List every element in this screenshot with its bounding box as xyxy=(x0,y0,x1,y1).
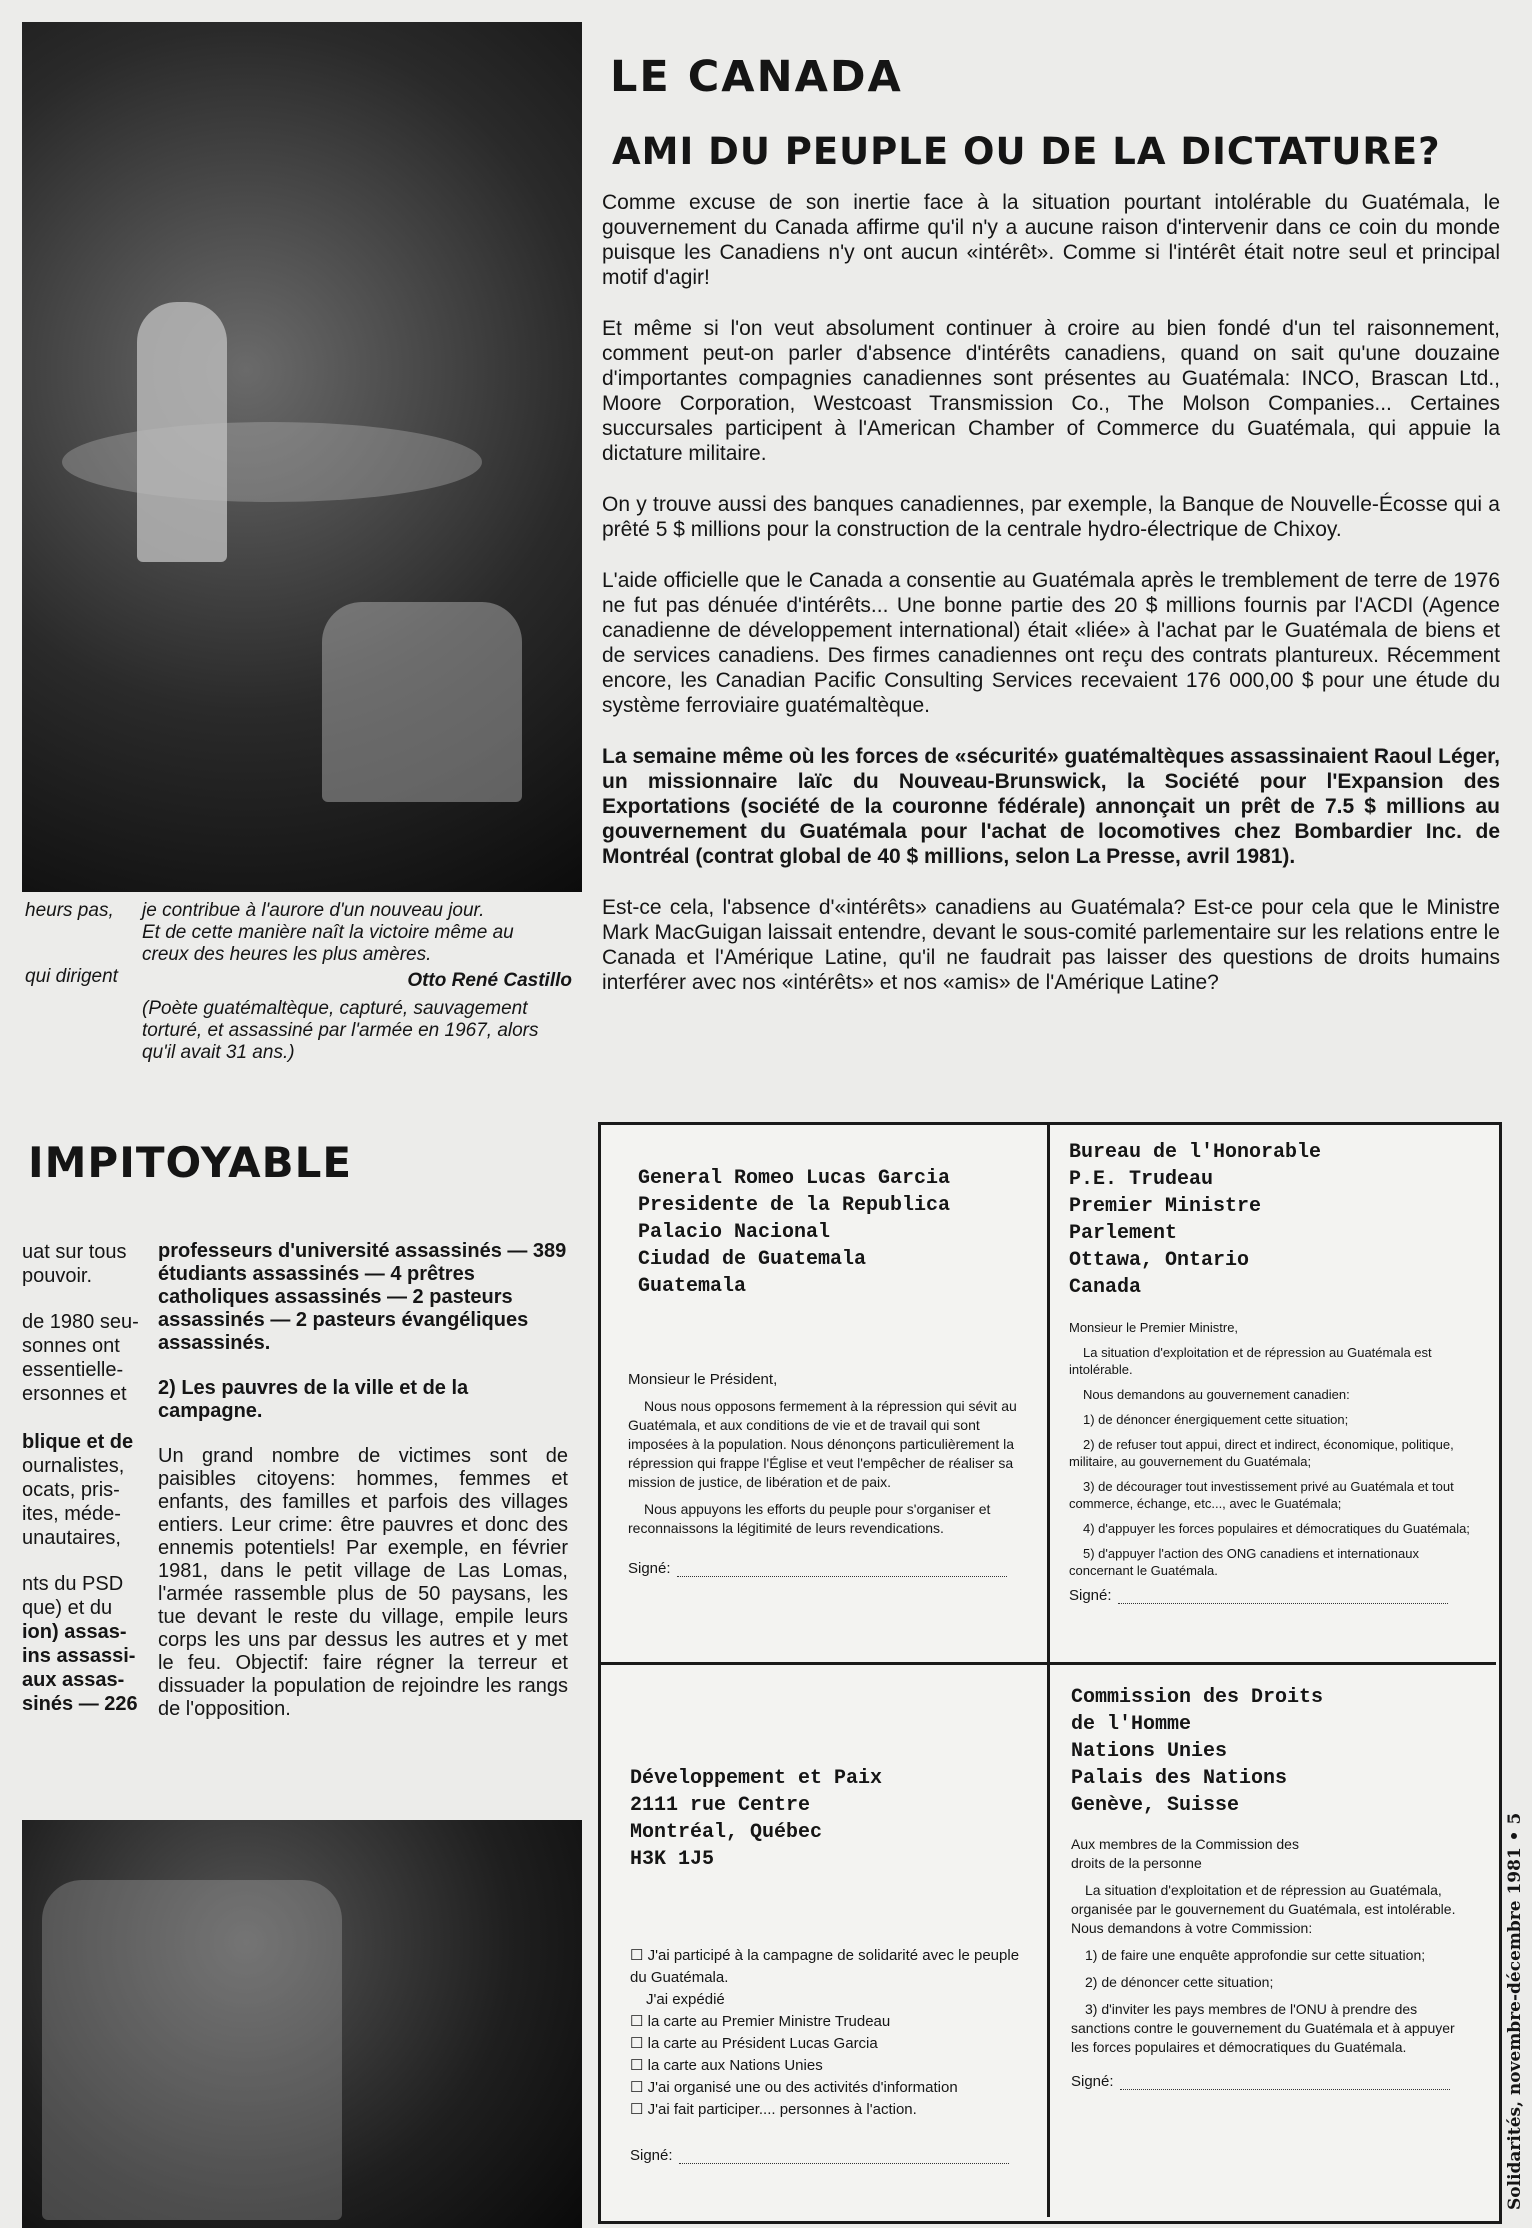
address-line: Nations Unies xyxy=(1071,1740,1228,1763)
address-line: 2111 rue Centre xyxy=(630,1794,811,1817)
postcard-message xyxy=(1071,1835,1461,2057)
postcard-address xyxy=(630,1765,1038,1873)
text-fragment: ion) assas- xyxy=(22,1621,127,1643)
text-fragment: uat sur tous xyxy=(22,1241,127,1263)
impitoyable-left-column xyxy=(22,1240,142,1716)
impitoyable-subheading: 2) Les pauvres de la ville et de la campagne. xyxy=(158,1377,469,1422)
message-paragraph: 3) de décourager tout investissement privé au Guatémala et tout commerce, échange, etc..., avec le Guatémala; xyxy=(1069,1479,1454,1511)
poem-note: (Poète guatémaltèque, capturé, sauvagement xyxy=(142,998,528,1019)
photo-figure-hammock xyxy=(62,422,482,502)
checkbox-item[interactable]: ☐ la carte au Président Lucas Garcia xyxy=(630,2035,878,2052)
sign-field[interactable] xyxy=(677,1576,1007,1577)
impitoyable-paragraph: professeurs d'université assassinés — 389 étudiants assassinés — 4 prêtres catholiques assassinés — 2 pasteurs assassinés — 2 pasteurs évangéliques assassinés. xyxy=(158,1240,567,1354)
sign-field[interactable] xyxy=(1118,1603,1448,1604)
address-line: Guatemala xyxy=(638,1275,747,1298)
message-paragraph: Nous nous opposons fermement à la répression qui sévit au Guatémala, et aux conditions de vie et de travail qui sont imposées à la population. Nous dénonçons particulièrement la répression qui frappe l'Église et veut l'empêcher de réaliser sa mission de justice, de libération et de paix. xyxy=(628,1398,1017,1490)
address-line: Parlement xyxy=(1069,1222,1178,1245)
text-fragment: sinés — 226 xyxy=(22,1693,138,1715)
checkbox-item[interactable]: ☐ J'ai fait participer.... personnes à l'action. xyxy=(630,2101,917,2118)
address-line: Montréal, Québec xyxy=(630,1821,823,1844)
sign-label: Signé: xyxy=(630,2147,673,2164)
message-paragraph: 2) de dénoncer cette situation; xyxy=(1085,1974,1274,1990)
sign-label: Signé: xyxy=(1069,1587,1112,1604)
text-fragment: nts du PSD xyxy=(22,1573,124,1595)
text-fragment: pouvoir. xyxy=(22,1265,93,1287)
article-paragraph: Et même si l'on veut absolument continuer à croire au bien fondé d'un tel raisonnement, comment peut-on parler d'absence d'intérêts canadiens, quand on sait qu'une douzaine d'importantes compagnies canadiennes sont présentes au Guatémala: INCO, Brascan Ltd., Moore Corporation, Westcoast Transmission Co., The Molson Companies... Certaines succursales participent à l'American Chamber of Commerce du Guatémala, qui appuie la dictature militaire. xyxy=(602,317,1500,465)
message-paragraph: 3) d'inviter les pays membres de l'ONU à prendre des sanctions contre le gouvernement du Guatémala et à appuyer les forces populaires et démocratiques du Guatémala. xyxy=(1071,2001,1455,2055)
text-fragment xyxy=(22,1288,142,1310)
message-paragraph: 5) d'appuyer l'action des ONG canadiens et internationaux concernant le Guatémala. xyxy=(1069,1546,1419,1578)
page-footer-vertical: Solidarités, novembre-décembre 1981 • 5 xyxy=(1505,1812,1525,2210)
address-line: Genève, Suisse xyxy=(1071,1794,1240,1817)
address-line: Premier Ministre xyxy=(1069,1195,1262,1218)
postcard-address xyxy=(1071,1684,1485,1819)
sign-field[interactable] xyxy=(1120,2089,1450,2090)
text-fragment: ournalistes, xyxy=(22,1455,125,1477)
message-paragraph: 4) d'appuyer les forces populaires et démocratiques du Guatémala; xyxy=(1083,1521,1470,1536)
text-fragment: ins assassi- xyxy=(22,1645,136,1667)
address-line: Ciudad de Guatemala xyxy=(638,1248,867,1271)
postcard-message xyxy=(628,1370,1028,1538)
article-paragraph: Est-ce cela, l'absence d'«intérêts» canadiens au Guatémala? Est-ce pour cela que le Ministre Mark MacGuigan laissait entendre, devant le sous-comité parlementaire sur les relations entre le Canada et l'Amérique Latine, qu'il ne faudrait pas laisser des questions de droits humains interférer avec nos «intérêts» et nos «amis» de l'Amérique Latine? xyxy=(602,896,1500,994)
signature-line[interactable] xyxy=(630,2147,1038,2164)
postcard-president xyxy=(618,1140,1028,1650)
section-heading-impitoyable: IMPITOYABLE xyxy=(28,1138,353,1187)
poem-line: je contribue à l'aurore d'un nouveau jour. xyxy=(142,900,485,921)
message-paragraph: Nous appuyons les efforts du peuple pour s'organiser et reconnaissons la légitimité de leurs revendications. xyxy=(628,1501,991,1536)
salutation: Monsieur le Président, xyxy=(628,1371,778,1388)
address-line: P.E. Trudeau xyxy=(1069,1168,1214,1191)
article-title-line2: AMI DU PEUPLE OU DE LA DICTATURE? xyxy=(612,130,1441,173)
postcard-prime-minister xyxy=(1065,1135,1485,1655)
article-paragraph-bold: La semaine même où les forces de «sécurité» guatémaltèques assassinaient Raoul Léger, un missionnaire laïc du Nouveau-Brunswick, la Société pour l'Expansion des Exportations (société de la couronne fédérale) annonçait un prêt de 7.5 $ millions au gouvernement du Guatémala pour l'achat de locomotives chez Bombardier Inc. de Montréal (contrat global de 40 $ millions, selon La Presse, avril 1981). xyxy=(602,745,1500,868)
text-fragment xyxy=(22,1406,142,1430)
postcard-developpement-paix xyxy=(618,1680,1038,2210)
text-fragment: que) et du xyxy=(22,1597,113,1619)
address-line: General Romeo Lucas Garcia xyxy=(638,1167,951,1190)
postcard-message xyxy=(1069,1319,1485,1579)
poem-line: creux des heures les plus amères. xyxy=(142,944,432,965)
postcards-divider-horizontal xyxy=(600,1662,1496,1665)
poem-left-fragment: qui dirigent xyxy=(25,966,118,987)
photo-figure-group xyxy=(42,1880,342,2220)
impitoyable-paragraph: Un grand nombre de victimes sont de paisibles citoyens: hommes, femmes et enfants, des familles et parfois des villages entiers. Leur crime: être pauvres et donc des ennemis potentiels! Par exemple, en février 1981, dans le petit village de Las Lomas, l'armée rassemble plus de 50 paysans, les tue devant le reste du village, empile leurs corps les uns par dessus les autres et y met le feu. Objectif: faire régner la terreur et dissuader la population de rejoindre les rangs de l'opposition. xyxy=(158,1445,568,1720)
impitoyable-right-column xyxy=(158,1240,568,1743)
signature-line[interactable] xyxy=(1069,1587,1485,1604)
checklist xyxy=(630,1945,1038,2121)
message-paragraph: 1) de faire une enquête approfondie sur cette situation; xyxy=(1085,1947,1426,1963)
address-line: Palais des Nations xyxy=(1071,1767,1288,1790)
text-fragment: de 1980 seu- xyxy=(22,1311,139,1333)
postcard-united-nations xyxy=(1065,1680,1485,2210)
signature-line[interactable] xyxy=(628,1560,1028,1577)
address-line: Développement et Paix xyxy=(630,1767,883,1790)
article-paragraph: Comme excuse de son inertie face à la situation pourtant intolérable du Guatémala, le gouvernement du Canada affirme qu'il n'y a aucune raison d'intervenir dans ce coin du monde puisque les Canadiens n'y ont aucun «intérêt». Comme si l'intérêt était notre seul et principal motif d'agir! xyxy=(602,191,1500,289)
photo-figure-crouch xyxy=(322,602,522,802)
text-fragment: blique et de xyxy=(22,1431,134,1453)
photo-bottom xyxy=(22,1820,582,2228)
poem-note: qu'il avait 31 ans.) xyxy=(142,1042,295,1063)
text-fragment: unautaires, xyxy=(22,1527,121,1549)
address-line: Presidente de la Republica xyxy=(638,1194,951,1217)
article-title-line1: LE CANADA xyxy=(610,52,903,102)
poem-lines xyxy=(142,900,582,1064)
postcard-address xyxy=(638,1165,1028,1300)
poem-author: Otto René Castillo xyxy=(407,970,572,991)
address-line: H3K 1J5 xyxy=(630,1848,715,1871)
checkbox-item[interactable]: ☐ J'ai organisé une ou des activités d'information xyxy=(630,2079,958,2096)
checkbox-item[interactable]: ☐ la carte au Premier Ministre Trudeau xyxy=(630,2013,891,2030)
sign-label: Signé: xyxy=(628,1560,671,1577)
poem-line: Et de cette manière naît la victoire même au xyxy=(142,922,514,943)
postcards-divider-vertical xyxy=(1047,1125,1050,2217)
checkbox-item[interactable]: ☐ la carte aux Nations Unies xyxy=(630,2057,823,2074)
checkbox-item[interactable]: ☐ J'ai participé à la campagne de solidarité avec le peuple du Guatémala. xyxy=(630,1947,1020,1986)
sign-label: Signé: xyxy=(1071,2073,1114,2090)
poem-left-fragment: heurs pas, xyxy=(25,900,114,921)
address-line: Palacio Nacional xyxy=(638,1221,831,1244)
article-paragraph: On y trouve aussi des banques canadiennes, par exemple, la Banque de Nouvelle-Écosse qui a prêté 5 $ millions pour la construction de la centrale hydro-électrique de Chixoy. xyxy=(602,493,1500,541)
postcard-address xyxy=(1069,1139,1485,1301)
address-line: de l'Homme xyxy=(1071,1713,1192,1736)
photo-top xyxy=(22,22,582,892)
address-line: Canada xyxy=(1069,1276,1142,1299)
message-paragraph: La situation d'exploitation et de répression au Guatémala est intolérable. xyxy=(1069,1345,1432,1377)
signature-line[interactable] xyxy=(1071,2073,1485,2090)
poem-note: torturé, et assassiné par l'armée en 1967, alors xyxy=(142,1020,539,1041)
message-paragraph: 2) de refuser tout appui, direct et indirect, économique, politique, militaire, au gouvernement du Guatémala; xyxy=(1069,1437,1454,1469)
text-fragment xyxy=(22,1550,142,1572)
salutation: Monsieur le Premier Ministre, xyxy=(1069,1320,1239,1335)
message-paragraph: 1) de dénoncer énergiquement cette situation; xyxy=(1083,1412,1349,1427)
article-body xyxy=(602,190,1500,1021)
text-fragment: sonnes ont xyxy=(22,1335,120,1357)
text-fragment: ocats, pris- xyxy=(22,1479,120,1501)
text-fragment: ites, méde- xyxy=(22,1503,121,1525)
address-line: Ottawa, Ontario xyxy=(1069,1249,1250,1272)
article-paragraph: L'aide officielle que le Canada a consentie au Guatémala après le tremblement de terre de 1976 ne fut pas dénuée d'intérêts... Une bonne partie des 20 $ millions fournis par l'ACDI (Agence canadienne de développement international) était «liée» à l'achat par le Guatémala de biens et de services canadiens. Des firmes canadiennes ont reçu des contrats plantureux. Récemment encore, les Canadian Pacific Consulting Services recevaient 176 000,00 $ pour une étude du système ferroviaire guatémaltèque. xyxy=(602,569,1500,717)
text-fragment: essentielle- xyxy=(22,1359,124,1381)
text-fragment: ersonnes et xyxy=(22,1383,127,1405)
text-fragment: aux assas- xyxy=(22,1669,125,1691)
message-paragraph: La situation d'exploitation et de répression au Guatémala, organisée par le gouvernement du Guatémala, est intolérable. Nous demandons à votre Commission: xyxy=(1071,1882,1456,1936)
sign-field[interactable] xyxy=(679,2163,1009,2164)
message-paragraph: Nous demandons au gouvernement canadien: xyxy=(1083,1387,1350,1402)
salutation: Aux membres de la Commission des droits de la personne xyxy=(1071,1836,1299,1871)
address-line: Commission des Droits xyxy=(1071,1686,1324,1709)
checklist-label: J'ai expédié xyxy=(646,1991,725,2008)
address-line: Bureau de l'Honorable xyxy=(1069,1141,1322,1164)
